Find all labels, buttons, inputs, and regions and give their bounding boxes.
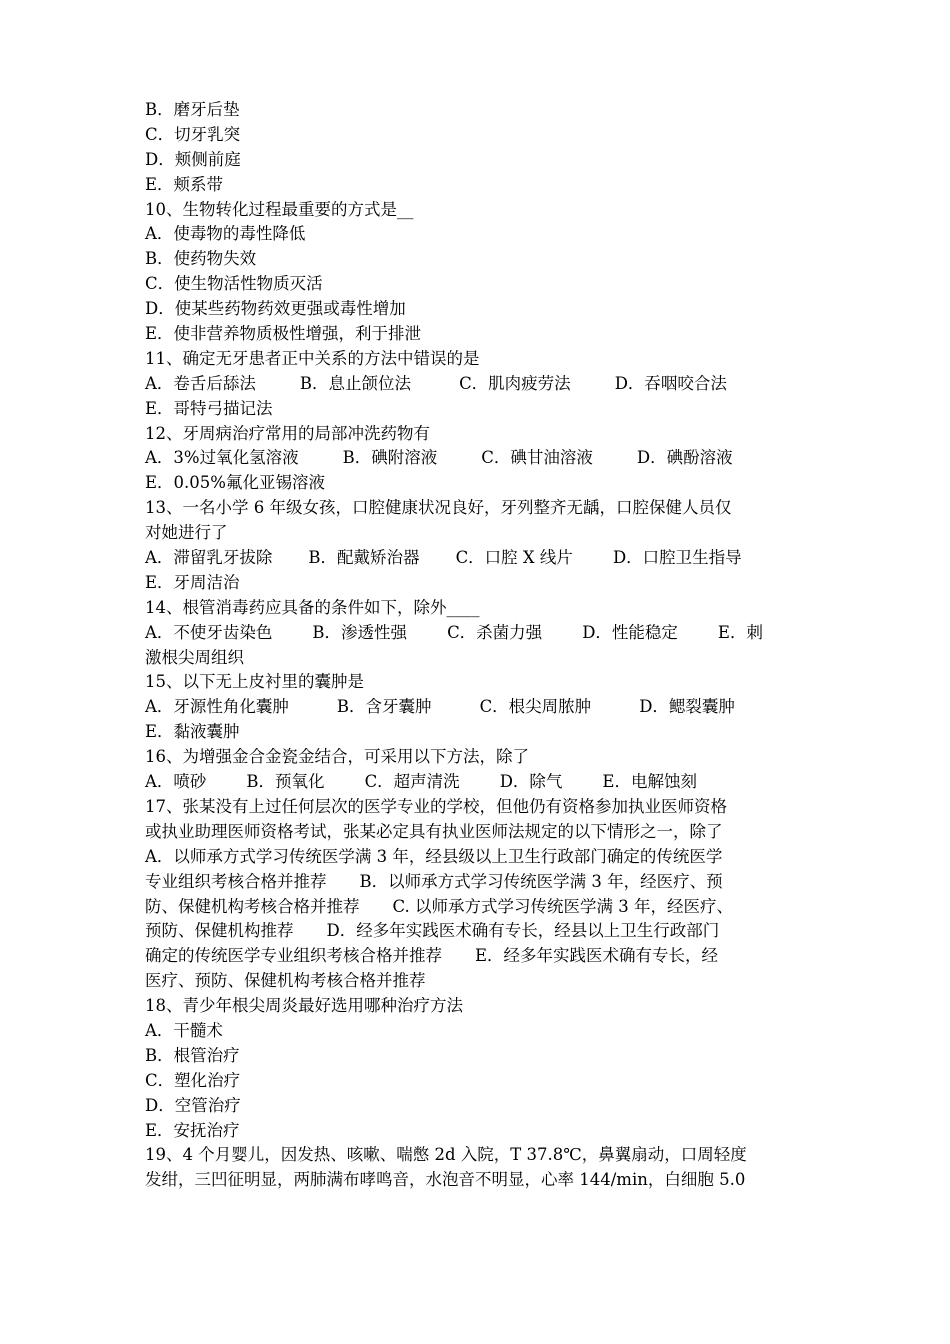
option: B．息止颌位法	[299, 373, 412, 393]
question-13-options	[145, 546, 813, 571]
question-11-stem: 11、确定无牙患者正中关系的方法中错误的是	[145, 348, 480, 368]
option: D．碘酚溶液	[636, 448, 733, 468]
text-line: 防、保健机构考核合格并推荐 C. 以师承方式学习传统医学满 3 年，经医疗、	[145, 896, 734, 916]
question-16-stem: 16、为增强金合金瓷金结合，可采用以下方法，除了	[145, 747, 529, 767]
question-14-stem: 14、根管消毒药应具备的条件如下，除外____	[145, 597, 480, 617]
option: B．预氧化	[246, 772, 325, 792]
question-10-stem: 10、生物转化过程最重要的方式是__	[145, 199, 414, 219]
text-line: 确定的传统医学专业组织考核合格并推荐 E．经多年实践医术确有专长，经	[145, 946, 719, 966]
option: B．碘附溶液	[342, 448, 438, 468]
option: A．牙源性角化囊肿	[145, 697, 289, 717]
question-19-stem: 19、4 个月婴儿，因发热、咳嗽、喘憋 2d 入院，T 37.8℃，鼻翼扇动，口周轻度	[145, 1145, 747, 1165]
question-15-options	[145, 695, 813, 720]
option: B．根管治疗	[145, 1045, 240, 1065]
option: E．哥特弓描记法	[145, 398, 273, 418]
text-line: C．切牙乳突	[145, 124, 241, 144]
option: B．含牙囊肿	[336, 697, 432, 717]
option: D．空管治疗	[145, 1095, 241, 1115]
option: A．不使牙齿染色	[145, 622, 273, 642]
text-line: 医疗、预防、保健机构考核合格并推荐	[145, 971, 426, 991]
option: D．吞咽咬合法	[614, 373, 727, 393]
document-page	[145, 98, 813, 1193]
option: C．塑化治疗	[145, 1070, 241, 1090]
text-line: E．颊系带	[145, 174, 224, 194]
question-13-stem: 13、一名小学 6 年级女孩，口腔健康状况良好，牙列整齐无龋，口腔保健人员仅	[145, 498, 732, 518]
question-17-stem-cont: 或执业助理医师资格考试，张某必定具有执业医师法规定的以下情形之一，除了	[145, 821, 723, 841]
option: C．根尖周脓肿	[479, 697, 592, 717]
text-line: D．颊侧前庭	[145, 149, 241, 169]
text-line: A．以师承方式学习传统医学满 3 年，经县级以上卫生行政部门确定的传统医学	[145, 846, 723, 866]
question-14-options	[145, 621, 813, 646]
option: E．安抚治疗	[145, 1120, 240, 1140]
option: D．口腔卫生指导	[612, 548, 742, 568]
option: D．除气	[499, 772, 563, 792]
option: D．鳃裂囊肿	[639, 697, 735, 717]
option: C．口腔 X 线片	[455, 548, 573, 568]
text-line: C．使生物活性物质灭活	[145, 274, 323, 294]
option: E．电解蚀刻	[602, 772, 697, 792]
text-line: B．磨牙后垫	[145, 100, 240, 119]
question-12-stem: 12、牙周病治疗常用的局部冲洗药物有	[145, 423, 430, 443]
text-line: 激根尖周组织	[145, 647, 244, 667]
text-line: E．使非营养物质极性增强，利于排泄	[145, 324, 422, 344]
text-line: D．使某些药物药效更强或毒性增加	[145, 299, 406, 319]
option: A．干髓术	[145, 1020, 223, 1040]
option: C．杀菌力强	[447, 622, 543, 642]
text-line: 预防、保健机构推荐 D．经多年实践医术确有专长，经县以上卫生行政部门	[145, 921, 720, 941]
option: D．性能稳定	[582, 622, 678, 642]
option: B．渗透性强	[312, 622, 408, 642]
text-line: 专业组织考核合格并推荐 B．以师承方式学习传统医学满 3 年，经医疗、预	[145, 871, 723, 891]
question-15-stem: 15、以下无上皮衬里的囊肿是	[145, 672, 364, 692]
option: E．牙周洁治	[145, 572, 240, 592]
option: E．刺	[717, 622, 763, 642]
option: A．滞留乳牙拔除	[145, 548, 273, 568]
question-16-options	[145, 770, 813, 795]
text-line: B．使药物失效	[145, 249, 257, 269]
option: A．喷砂	[145, 772, 207, 792]
text-line: A．使毒物的毒性降低	[145, 224, 306, 244]
option: A．3%过氧化氢溶液	[145, 448, 299, 468]
option: A．卷舌后舔法	[145, 373, 256, 393]
option: C．肌肉疲劳法	[459, 373, 571, 393]
option: C．超声清洗	[364, 772, 460, 792]
option: C．碘甘油溶液	[481, 448, 593, 468]
question-17-stem: 17、张某没有上过任何层次的医学专业的学校，但他仍有资格参加执业医师资格	[145, 796, 727, 816]
option: E．0.05%氟化亚锡溶液	[145, 473, 325, 493]
question-13-stem-cont: 对她进行了	[145, 523, 228, 543]
question-18-stem: 18、青少年根尖周炎最好选用哪种治疗方法	[145, 996, 463, 1016]
option: B．配戴矫治器	[308, 548, 420, 568]
question-12-options	[145, 446, 813, 471]
option: E．黏液囊肿	[145, 722, 240, 742]
question-11-options	[145, 372, 813, 397]
question-19-stem-cont: 发绀，三凹征明显，两肺满布哮鸣音，水泡音不明显，心率 144/min，白细胞 5.0	[145, 1170, 746, 1190]
